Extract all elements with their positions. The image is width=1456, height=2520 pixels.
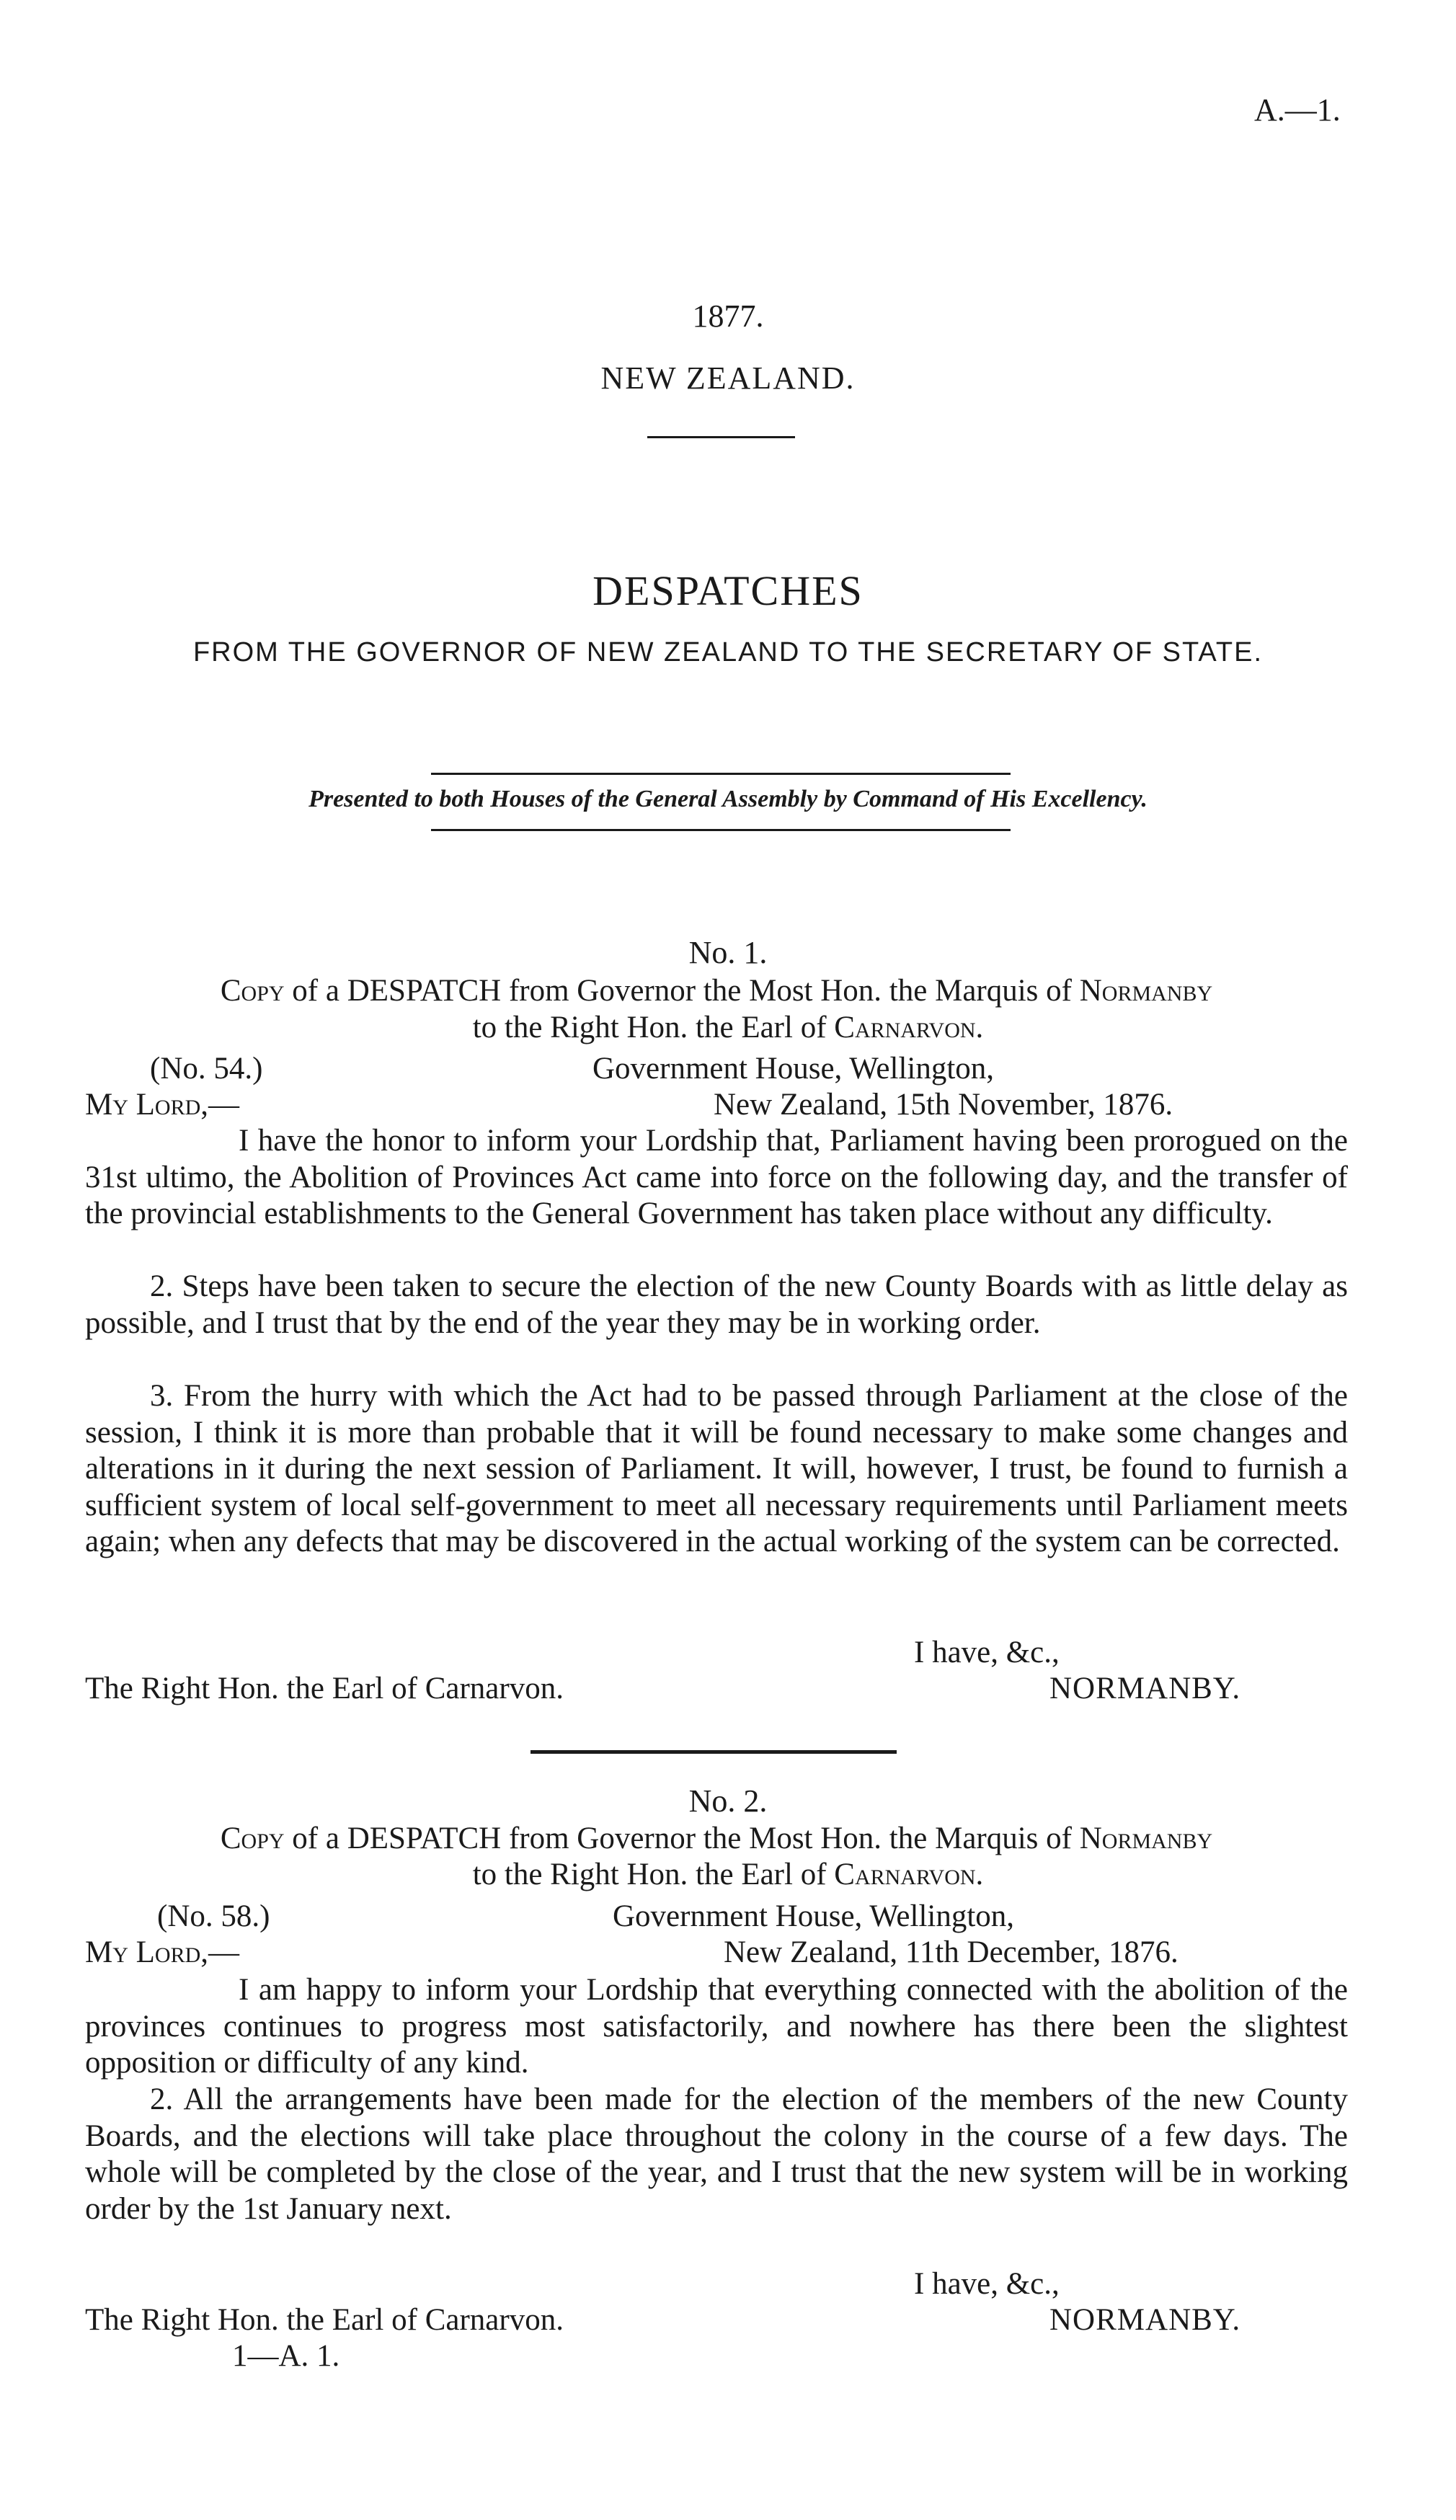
despatch-1-paragraph-3: 3. From the hurry with which the Act had to be passed through Parliament at the close of the session, I think it is more than probable that it will be found necessary to make some changes and alterations in it during the next session of Parliament. It will, however, I trust, be found to furnish a sufficient system of local self-government to meet all necessary requirements until Parliament meets again; when any defects that may be discovered in the actual working of the system can be corrected.: [85, 1379, 1348, 1558]
divider-rule: [647, 436, 795, 438]
despatch-1-heading-line2: [0, 1010, 1456, 1046]
despatch-2-paragraph-1: I am happy to inform your Lordship that everything connected with the abolition of the provinces continues to progress most satisfactorily, and nowhere has there been the slightest opposition or difficulty of any kind.: [85, 1973, 1348, 2080]
heading-earl: Carnarvon.: [834, 1858, 984, 1891]
despatch-2-heading-line2: [0, 1857, 1456, 1893]
despatch-1-address-line2: New Zealand, 15th November, 1876.: [714, 1088, 1173, 1122]
despatch-1-number: No. 1.: [688, 935, 768, 970]
heading-text: of a DESPATCH from Governor the Most Hon. the Marquis of: [284, 1822, 1080, 1855]
despatch-1-salutation: My Lord,—: [85, 1088, 240, 1122]
section-divider: [531, 1750, 897, 1754]
despatch-2-number: No. 2.: [688, 1783, 768, 1819]
divider-rule-bottom: [431, 829, 1011, 831]
heading-governor: Normanby: [1079, 974, 1213, 1008]
despatch-2-recipient: The Right Hon. the Earl of Carnarvon.: [85, 2303, 564, 2337]
presented-statement: Presented to both Houses of the General Assembly by Command of His Excellency.: [308, 786, 1148, 812]
despatch-2-address-line1: Government House, Wellington,: [613, 1899, 1015, 1933]
heading-text: of a DESPATCH from Governor the Most Hon. the Marquis of: [284, 974, 1080, 1008]
despatch-2-closing: I have, &c.,: [914, 2267, 1060, 2301]
heading-governor: Normanby: [1079, 1822, 1213, 1855]
despatch-2-address-line2: New Zealand, 11th December, 1876.: [724, 1935, 1178, 1969]
heading-line2-text: to the Right Hon. the Earl of: [472, 1011, 835, 1044]
despatch-1-ref: (No. 54.): [150, 1052, 263, 1086]
despatch-1-paragraph-2: 2. Steps have been taken to secure the election of the new County Boards with as little delay as possible, and I trust that by the end of the year they may be in working order.: [85, 1269, 1348, 1340]
heading-earl: Carnarvon.: [834, 1011, 984, 1044]
heading-copy-word: Copy: [220, 1822, 285, 1855]
divider-rule-top: [431, 773, 1011, 775]
despatch-2-salutation: My Lord,—: [85, 1935, 240, 1969]
year: 1877.: [692, 298, 764, 334]
despatch-2-ref: (No. 58.): [157, 1899, 270, 1933]
despatch-1-signature: NORMANBY.: [1049, 1672, 1241, 1705]
despatch-2-signature: NORMANBY.: [1049, 2303, 1241, 2337]
despatch-1-address-line1: Government House, Wellington,: [592, 1052, 995, 1086]
heading-line2-text: to the Right Hon. the Earl of: [472, 1858, 835, 1891]
document-subtitle: FROM THE GOVERNOR OF NEW ZEALAND TO THE SECRETARY OF STATE.: [192, 637, 1264, 667]
despatch-1-closing: I have, &c.,: [914, 1636, 1060, 1669]
despatch-1-heading: [85, 973, 1348, 1009]
despatch-2-paragraph-2: 2. All the arrangements have been made for the election of the members of the new County Boards, and the elections will take place throughout the colony in the course of a few days. The whole will be completed by the close of the year, and I trust that the new system will be in working order by the 1st January next.: [85, 2082, 1348, 2226]
footer-signature: 1—A. 1.: [232, 2339, 340, 2373]
despatch-1-paragraph-1: I have the honor to inform your Lordship that, Parliament having been prorogued on the 31st ultimo, the Abolition of Provinces Act came into force on the following day, and the transfer of the provincial establishments to the General Government has taken place without any difficulty.: [85, 1124, 1348, 1230]
document-title: DESPATCHES: [592, 567, 864, 614]
page-reference: A.—1.: [1254, 92, 1341, 128]
heading-copy-word: Copy: [220, 974, 285, 1008]
country-heading: NEW ZEALAND.: [600, 360, 856, 396]
despatch-1-recipient: The Right Hon. the Earl of Carnarvon.: [85, 1672, 564, 1705]
despatch-2-heading: [85, 1821, 1348, 1857]
